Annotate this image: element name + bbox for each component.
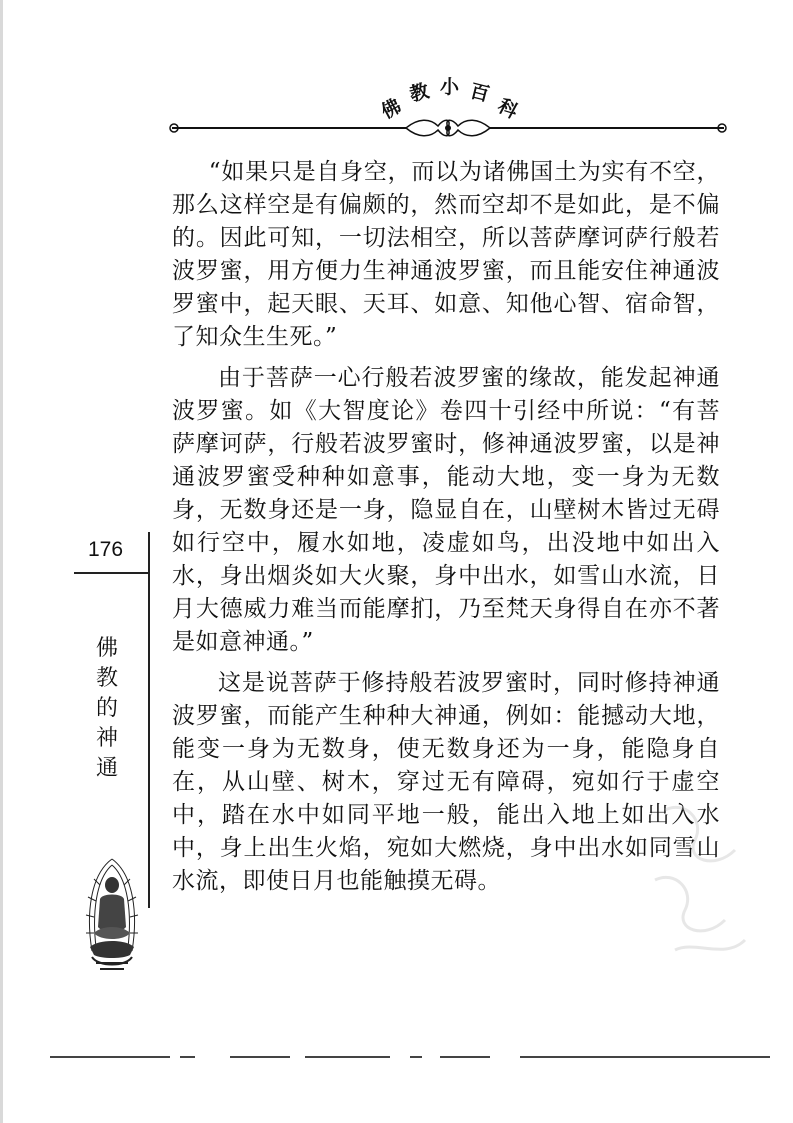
chapter-char: 教 [95,666,118,691]
body-text [172,156,720,906]
header-char: 教 [407,80,432,106]
paragraph: 这是说菩萨于修持般若波罗蜜时，同时修持神通波罗蜜，而能产生种种大神通，例如：能撼动大地，能变一身为无数身，使无数身还为一身，能隐身自在，从山壁、树木，穿过无有障碍，宛如行于虚空中，踏在水中如同平地一般，能出入地上如出入水中，身上出生火焰，宛如大燃烧，身中出水如同雪山水流，即使日月也能触摸无碍。 [172,670,720,894]
chapter-char: 佛 [95,636,118,661]
header-char: 科 [494,94,522,124]
bottom-rule [50,1055,770,1059]
header-char: 百 [467,80,492,106]
page-number: 176 [88,538,124,561]
buddha-illustration-icon [82,855,142,973]
chapter-char: 的 [95,696,118,721]
margin-horizontal-rule [74,572,150,574]
scan-watermark [645,790,765,990]
header-ornament-rule [168,116,728,140]
paragraph: 由于菩萨一心行般若波罗蜜的缘故，能发起神通波罗蜜。如《大智度论》卷四十引经中所说：“有菩萨摩诃萨，行般若波罗蜜时，修神通波罗蜜，以是神通波罗蜜受种种如意事，能动大地，变一身为无数身，无数身还是一身，隐显自在，山壁树木皆过无碍如行空中，履水如地，凌虚如鸟，出没地中如出入水，身出烟炎如大火聚，身中出水，如雪山水流，日月大德威力难当而能摩扪，乃至梵天身得自在亦不著是如意神通。” [172,365,720,655]
chapter-char: 通 [95,756,118,781]
chapter-char: 神 [95,726,118,751]
page-edge [0,0,3,1123]
header-char: 佛 [377,94,405,124]
paragraph: “如果只是自身空，而以为诸佛国土为实有不空，那么这样空是有偏颇的，然而空却不是如此，是不偏的。因此可知，一切法相空，所以菩萨摩诃萨行般若波罗蜜，用方便力生神通波罗蜜，而且能安住神通波罗蜜中，起天眼、天耳、如意、知他心智、宿命智，了知众生生死。” [172,159,720,350]
margin-vertical-rule [148,532,150,908]
header-char: 小 [440,76,460,98]
chapter-title-vertical [92,634,122,784]
